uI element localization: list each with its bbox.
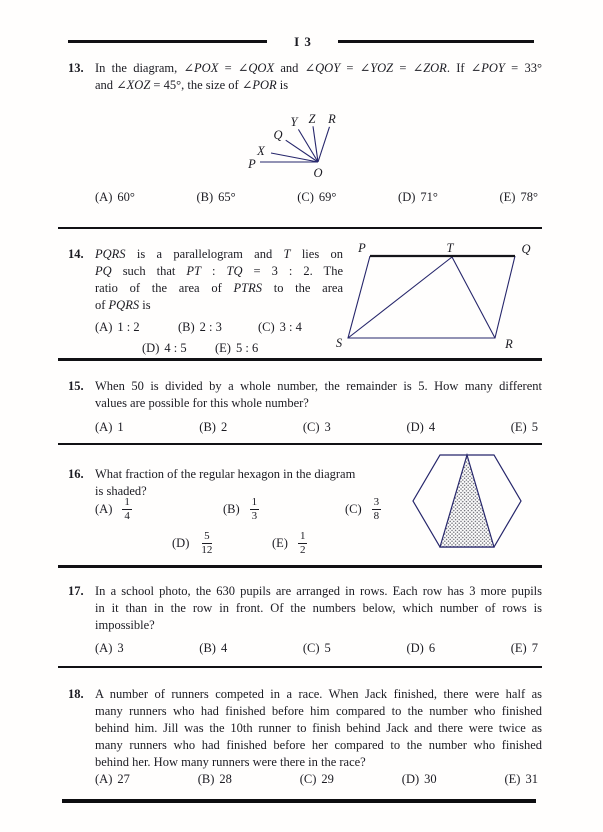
question-text-line: and ∠XOZ = 45°, the size of ∠POR is [95, 78, 289, 92]
question-text-line: A number of runners competed in a race. When Jack finished, there were half as [95, 687, 542, 701]
option-d: (D) 30 [401, 772, 437, 786]
options-row-q14-bottom [142, 340, 343, 357]
question-separator [58, 666, 542, 668]
options-row-q18 [95, 771, 538, 788]
vertex-label-q: Q [521, 242, 531, 256]
option-b: (B) 65° [196, 190, 236, 204]
option-e: (E) $\frac{1}{2}$ [272, 529, 306, 556]
option-e: (E) 5 [510, 420, 538, 434]
vertex-label-r: R [505, 337, 513, 351]
vertex-label-r: R [328, 112, 336, 126]
shaded-triangle [440, 455, 494, 547]
option-d: (D) $\frac{5}{12}$ [172, 529, 213, 556]
q16-hexagon-diagram [406, 452, 526, 552]
header-rule-right [338, 40, 534, 43]
vertex-label-z: Z [308, 112, 316, 126]
question-18 [68, 686, 542, 771]
option-d: (D) 4 [406, 420, 436, 434]
question-text-line: many runners who had finished before her compared to the number who finished [95, 738, 542, 752]
question-text-line: values are possible for this whole number? [95, 396, 309, 410]
option-c: (C) 69° [297, 190, 337, 204]
option-c: (C) 3 : 4 [258, 320, 302, 334]
options-row-q17 [95, 640, 538, 657]
question-text-line: What fraction of the regular hexagon in the diagram [95, 467, 356, 481]
option-e: (E) 31 [504, 772, 538, 786]
vertex-label-q: Q [273, 128, 283, 142]
bottom-rule [62, 799, 536, 803]
options-rows-q16 [95, 493, 455, 563]
question-17 [68, 583, 542, 634]
option-c: (C) 5 [302, 641, 331, 655]
options-row-q14-top [95, 319, 343, 336]
option-a: (A) 27 [95, 772, 130, 786]
vertex-label-s: S [335, 336, 343, 350]
question-separator [58, 227, 542, 229]
options-row-q13 [95, 189, 538, 206]
question-text-line: behind him. Jill was the 10th runner to finish behind Jack and there were twice as [95, 721, 542, 735]
vertex-label-t: T [446, 241, 454, 255]
option-e: (E) 7 [510, 641, 538, 655]
vertex-label-p: P [248, 157, 256, 171]
q13-angle-diagram [230, 108, 410, 186]
option-d: (D) 71° [398, 190, 438, 204]
option-b: (B) $\frac{1}{3}$ [223, 495, 258, 522]
question-number: 17. [68, 584, 84, 598]
question-number: 16. [68, 467, 84, 481]
question-text-line: of PQRS is [95, 298, 151, 312]
option-c: (C) $\frac{3}{8}$ [345, 495, 380, 522]
option-d: (D) 4 : 5 [142, 341, 187, 355]
header-rule-left [68, 40, 267, 43]
question-text-line: many runners who had finished before him compared to the number who finished [95, 704, 542, 718]
question-number: 18. [68, 687, 84, 701]
option-a: (A) $\frac{1}{4}$ [95, 495, 130, 522]
vertex-label-x: X [257, 144, 265, 158]
options-row-q15 [95, 419, 538, 436]
page-header-title: I 3 [294, 34, 312, 49]
option-a: (A) 3 [95, 641, 124, 655]
question-text-line: impossible? [95, 618, 155, 632]
option-c: (C) 29 [299, 772, 334, 786]
option-b: (B) 28 [197, 772, 232, 786]
option-e: (E) 5 : 6 [215, 341, 259, 355]
question-13 [68, 60, 542, 94]
question-text-line: In a school photo, the 630 pupils are arranged in rows. Each row has 3 more pupils [95, 584, 542, 598]
question-text-line: When 50 is divided by a whole number, the remainder is 5. How many different [95, 379, 542, 393]
vertex-label-y: Y [290, 115, 298, 129]
vertex-label-o: O [313, 166, 323, 180]
question-text-line: PQ such that PT : TQ = 3 : 2. The [95, 264, 343, 278]
option-b: (B) 2 [199, 420, 228, 434]
option-a: (A) 60° [95, 190, 135, 204]
option-c: (C) 3 [302, 420, 331, 434]
question-separator [58, 358, 542, 361]
option-a: (A) 1 [95, 420, 124, 434]
question-number: 13. [68, 61, 84, 75]
question-number: 15. [68, 379, 84, 393]
question-text-line: ratio of the area of PTRS to the area [95, 281, 343, 295]
question-text-line: is shaded? [95, 484, 147, 498]
question-text-line: PQRS is a parallelogram and T lies on [95, 247, 344, 261]
question-text-line: In the diagram, ∠POX = ∠QOX and ∠QOY = ∠YOZ = ∠ZOR. If ∠POY = 33° [95, 61, 542, 75]
option-d: (D) 6 [406, 641, 436, 655]
question-15 [68, 378, 542, 412]
option-e: (E) 78° [499, 190, 538, 204]
question-separator [58, 565, 542, 568]
option-b: (B) 2 : 3 [178, 320, 222, 334]
question-number: 14. [68, 247, 84, 261]
question-separator [58, 443, 542, 445]
vertex-label-p: P [358, 241, 366, 255]
option-a: (A) 1 : 2 [95, 320, 140, 334]
option-b: (B) 4 [199, 641, 228, 655]
question-text-line: behind her. How many runners were there in the race? [95, 755, 366, 769]
question-14 [68, 246, 343, 357]
q14-parallelogram-diagram [330, 240, 540, 352]
question-text-line: in it than in the row in front. Of the numbers below, which number of rows is [95, 601, 542, 615]
